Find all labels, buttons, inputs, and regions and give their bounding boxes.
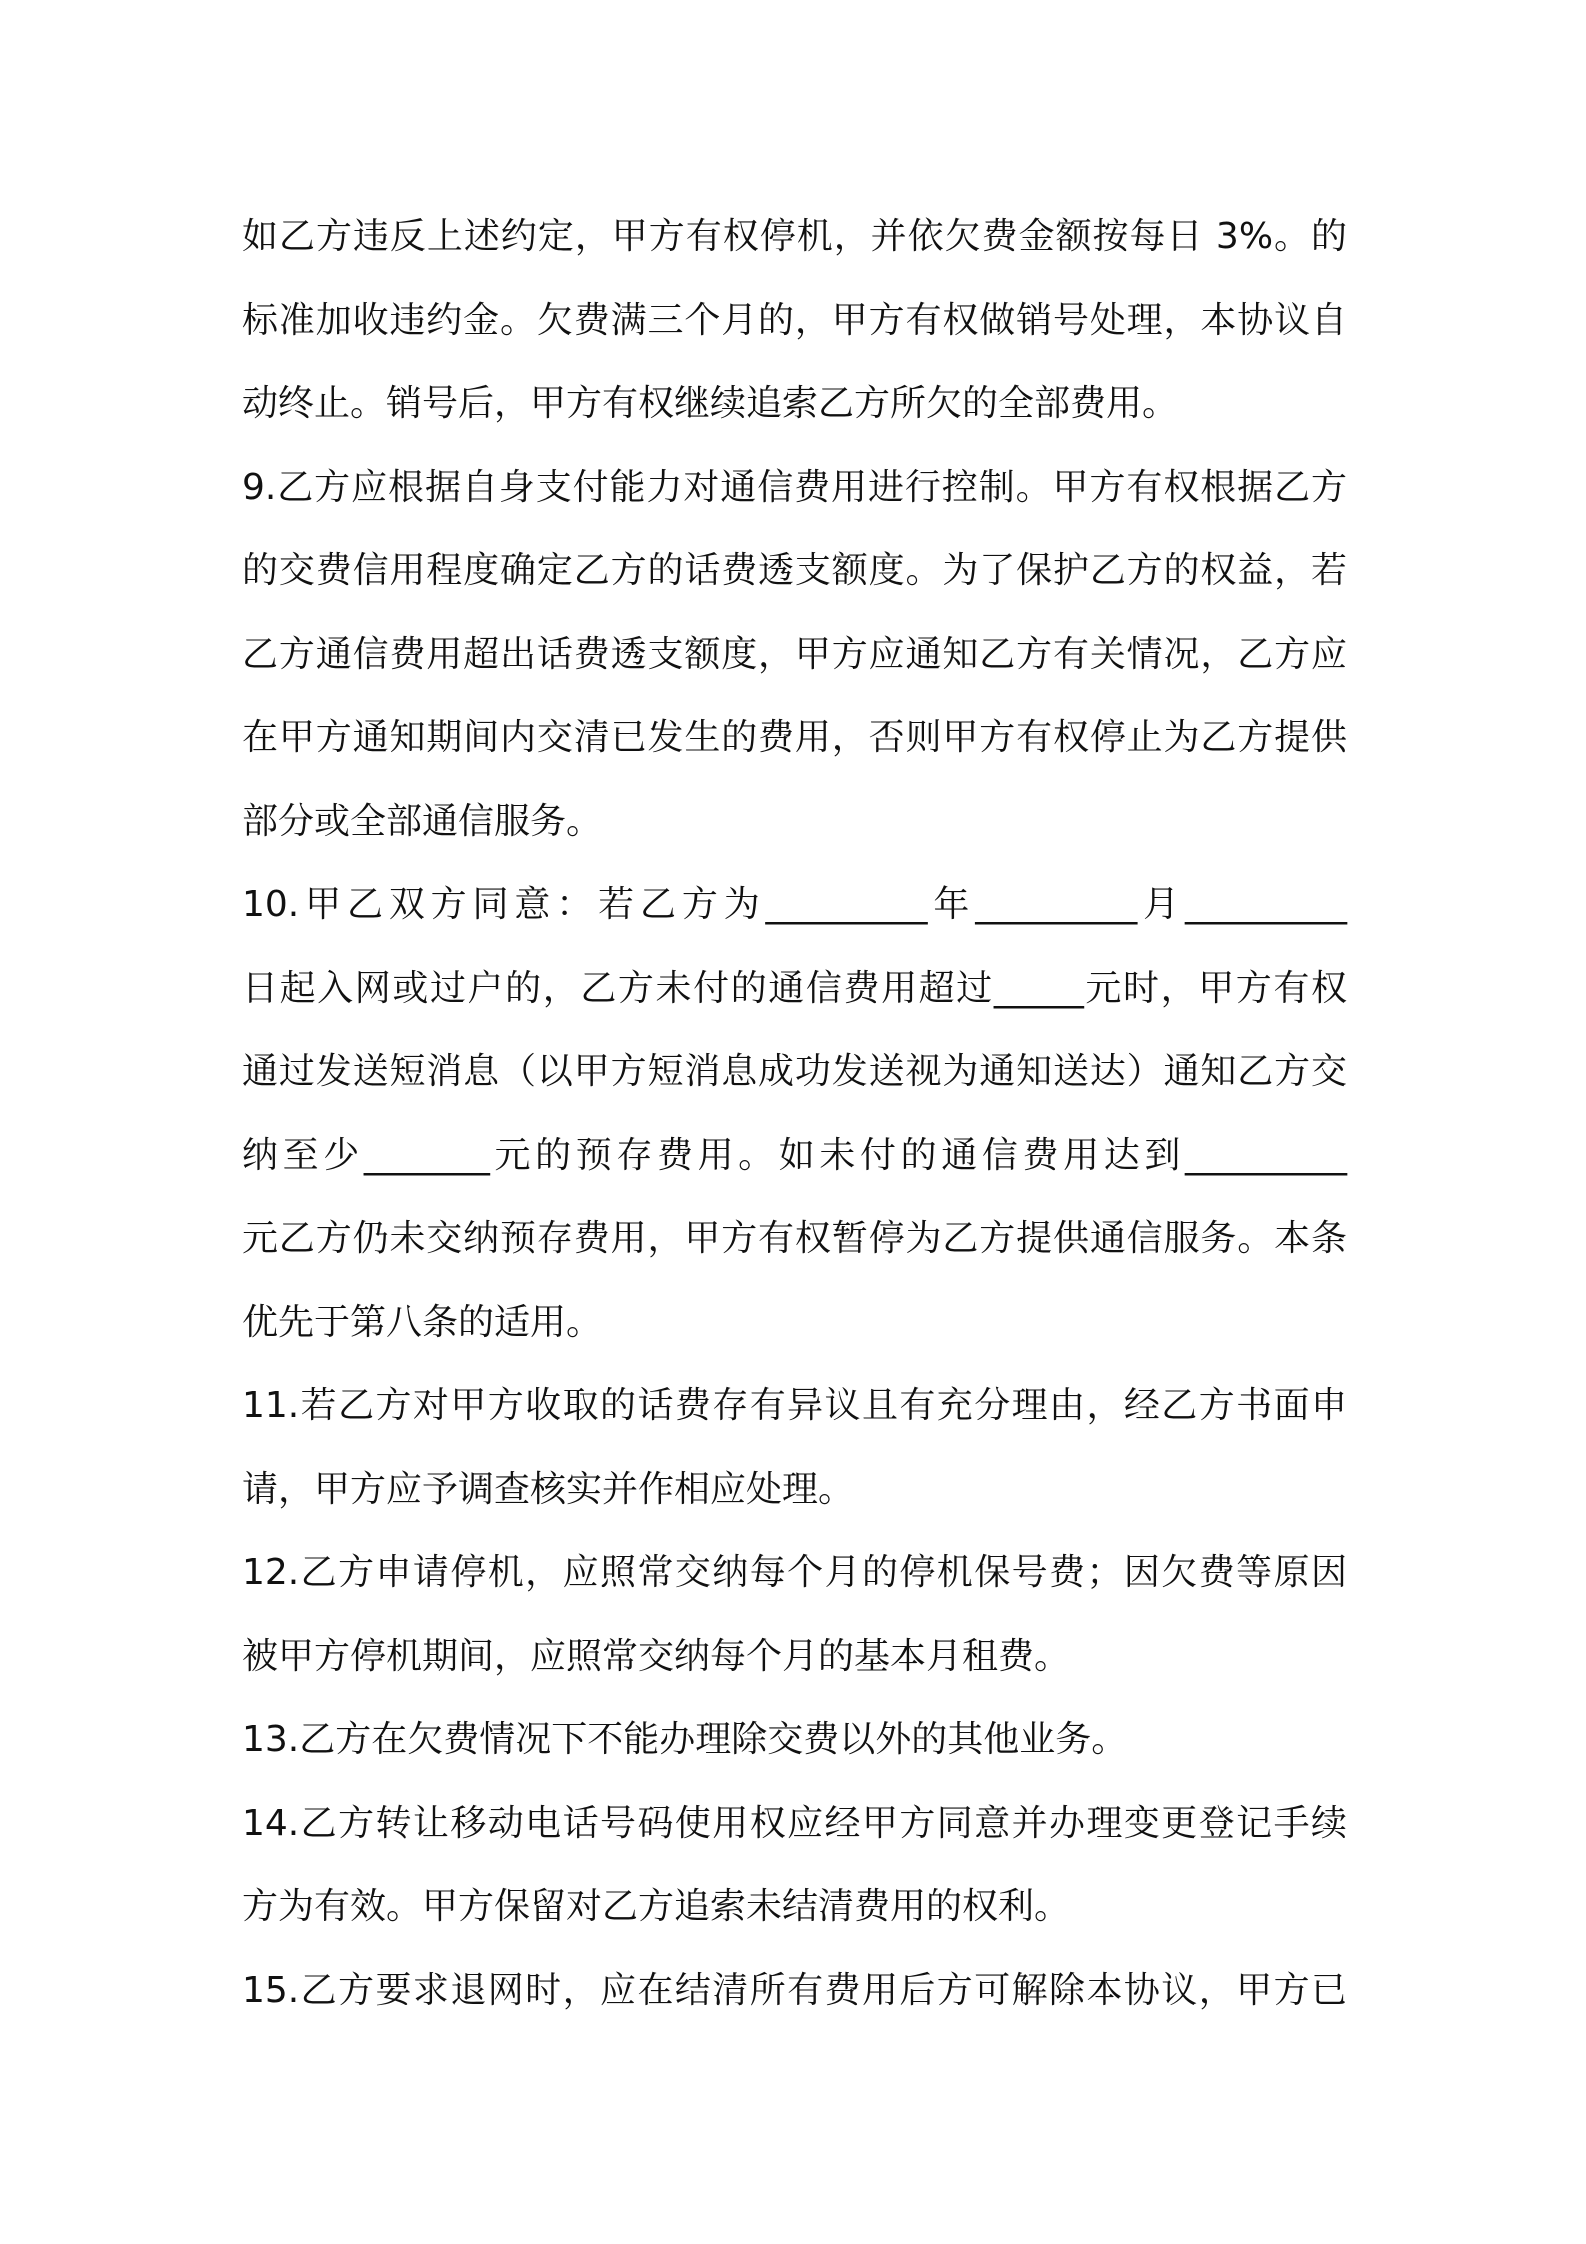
text-line: 如乙方违反上述约定，甲方有权停机，并依欠费金额按每日 3%。的 xyxy=(242,216,1347,257)
text-line: 14.乙方转让移动电话号码使用权应经甲方同意并办理变更登记手续 xyxy=(242,1802,1347,1844)
text-line: 的交费信用程度确定乙方的话费透支额度。为了保护乙方的权益，若 xyxy=(242,550,1347,591)
text-line: 优先于第八条的适用。 xyxy=(242,1301,603,1343)
text-line: 10.甲乙双方同意：若乙方为_________年_________月_________ xyxy=(242,884,1347,925)
document-body xyxy=(242,195,1347,2032)
text-line: 方为有效。甲方保留对乙方追索未结清费用的权利。 xyxy=(242,1886,1071,1927)
text-line: 请，甲方应予调查核实并作相应处理。 xyxy=(242,1468,855,1510)
text-line: 11.若乙方对甲方收取的话费存有异议且有充分理由，经乙方书面申 xyxy=(242,1385,1347,1426)
text-line: 标准加收违约金。欠费满三个月的，甲方有权做销号处理，本协议自 xyxy=(242,299,1347,341)
text-line: 通过发送短消息（以甲方短消息成功发送视为通知送达）通知乙方交 xyxy=(242,1051,1347,1092)
text-line: 日起入网或过户的，乙方未付的通信费用超过_____元时，甲方有权 xyxy=(242,967,1347,1009)
text-line: 纳至少_______元的预存费用。如未付的通信费用达到_________ xyxy=(242,1134,1347,1176)
text-line: 13.乙方在欠费情况下不能办理除交费以外的其他业务。 xyxy=(242,1719,1128,1760)
text-line: 15.乙方要求退网时，应在结清所有费用后方可解除本协议，甲方已 xyxy=(242,1969,1347,2011)
text-line: 在甲方通知期间内交清已发生的费用，否则甲方有权停止为乙方提供 xyxy=(242,717,1347,758)
text-line: 9.乙方应根据自身支付能力对通信费用进行控制。甲方有权根据乙方 xyxy=(242,466,1347,508)
text-line: 乙方通信费用超出话费透支额度，甲方应通知乙方有关情况，乙方应 xyxy=(242,633,1347,675)
text-line: 部分或全部通信服务。 xyxy=(242,800,603,842)
text-line: 元乙方仍未交纳预存费用，甲方有权暂停为乙方提供通信服务。本条 xyxy=(242,1218,1347,1259)
text-line: 动终止。销号后，甲方有权继续追索乙方所欠的全部费用。 xyxy=(242,383,1179,424)
text-line: 被甲方停机期间，应照常交纳每个月的基本月租费。 xyxy=(242,1635,1071,1677)
text-line: 12.乙方申请停机，应照常交纳每个月的停机保号费；因欠费等原因 xyxy=(242,1552,1347,1593)
